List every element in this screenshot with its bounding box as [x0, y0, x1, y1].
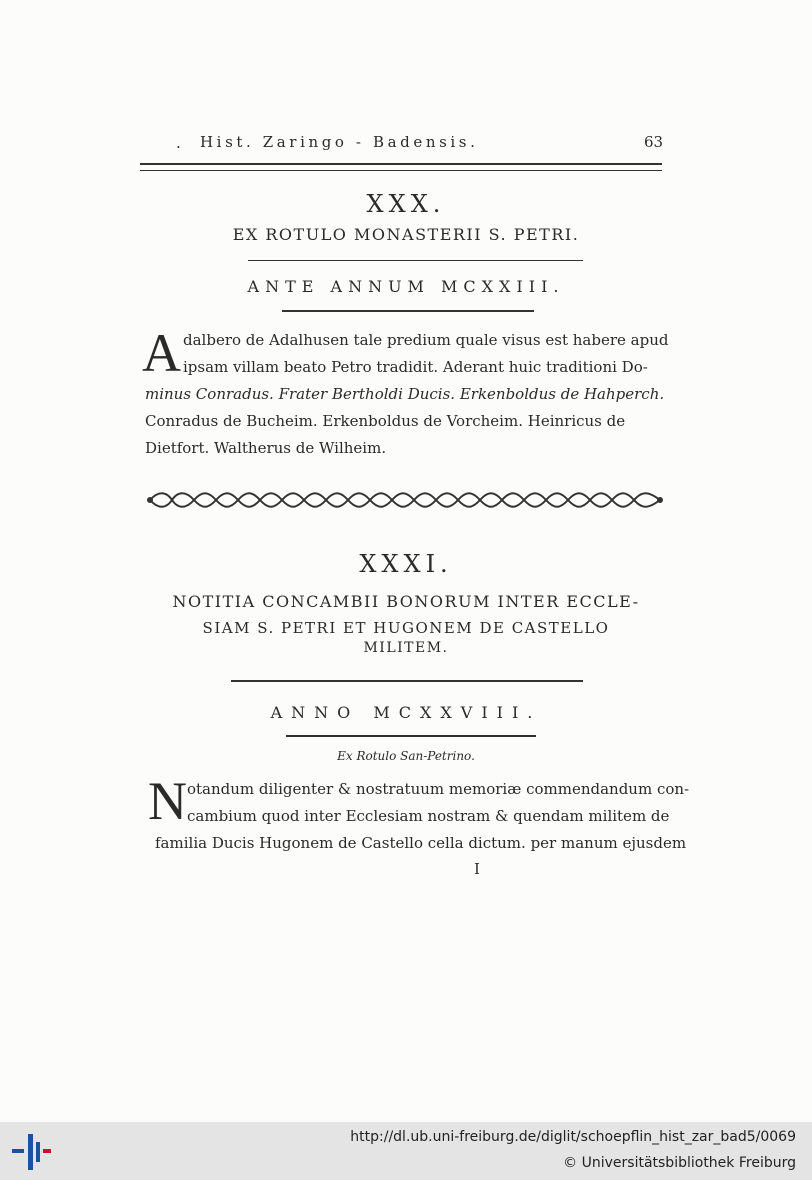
section-number-30: XXX.: [366, 190, 446, 218]
signature-mark: I: [474, 860, 480, 878]
running-title: Hist. Zaringo - Badensis.: [200, 133, 479, 151]
text-line: familia Ducis Hugonem de Castello cella dictum. per manum ejusdem: [155, 834, 687, 852]
source-note: [0, 749, 812, 763]
footer-url-link[interactable]: http://dl.ub.uni-freiburg.de/diglit/schoepflin_hist_zar_bad5/0069: [350, 1129, 796, 1145]
text-line: Conradus de Bucheim. Erkenboldus de Vorcheim. Heinricus de: [145, 412, 626, 430]
section-title-31-line1: NOTITIA CONCAMBII BONORUM INTER ECCLE-: [172, 592, 640, 611]
section-number-31: XXXI.: [359, 550, 453, 578]
dropcap-a: A: [142, 323, 181, 383]
source-note-text: Ex Rotulo San-Petrino.: [337, 749, 475, 763]
date-rule-31: [286, 735, 536, 738]
page-number: 63: [644, 133, 664, 151]
section-title-30: EX ROTULO MONASTERII S. PETRI.: [232, 225, 580, 244]
date-rule: [282, 310, 534, 313]
dropcap-n: N: [148, 771, 187, 831]
text-line: cambium quod inter Ecclesiam nostram & quendam militem de: [187, 807, 670, 825]
footer-copyright: © Universitätsbibliothek Freiburg: [563, 1155, 796, 1171]
section-title-31-line3: MILITEM.: [363, 640, 449, 656]
ub-freiburg-logo-icon: [10, 1132, 52, 1172]
section-date-30: ANTE ANNUM MCXXIII.: [247, 277, 565, 296]
header-rule: [140, 163, 662, 171]
title-rule-31: [231, 680, 583, 683]
text-line: ipsam villam beato Petro tradidit. Aderant huic traditioni Do-: [183, 358, 648, 376]
text-line-italic: minus Conradus. Frater Bertholdi Ducis. Erkenboldus de Hahperch.: [145, 385, 665, 403]
text-line: dalbero de Adalhusen tale predium quale visus est habere apud: [183, 331, 669, 349]
text-line: Dietfort. Waltherus de Wilheim.: [145, 439, 387, 457]
section-date-31: ANNO MCXXVIII.: [270, 703, 542, 722]
header-dot: .: [176, 134, 181, 152]
title-rule: [248, 260, 583, 261]
viewer-footer: [0, 1122, 812, 1180]
ornament-divider: [146, 489, 664, 511]
section-title-31-line2: SIAM S. PETRI ET HUGONEM DE CASTELLO: [202, 619, 610, 637]
text-line: otandum diligenter & nostratuum memoriæ commendandum con-: [187, 780, 690, 798]
text-line: [145, 381, 664, 408]
